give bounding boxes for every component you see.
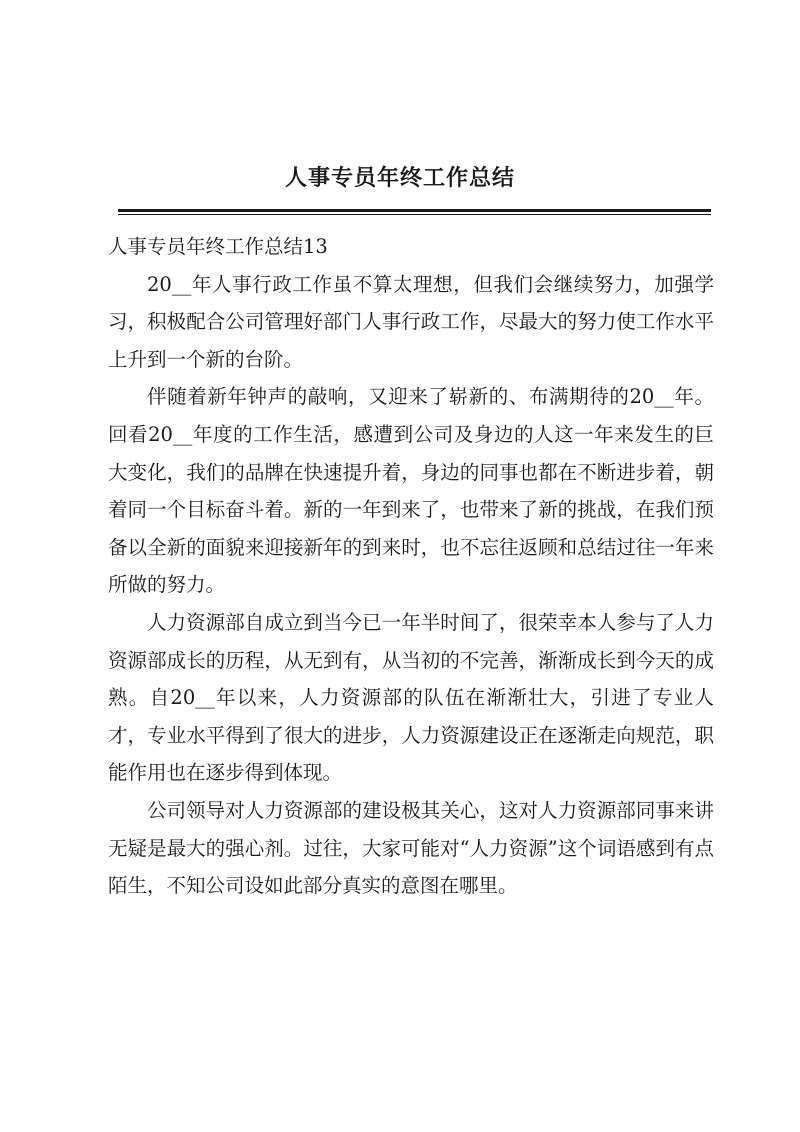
paragraph-4: 公司领导对人力资源部的建设极其关心，这对人力资源部同事来讲无疑是最大的强心剂。过往，大家可能对“人力资源”这个词语感到有点陌生，不知公司设如此部分真实的意图在哪里。 <box>108 798 714 898</box>
section-subtitle: 人事专员年终工作总结13 <box>108 235 328 258</box>
paragraph-2: 伴随着新年钟声的敲响，又迎来了崭新的、布满期待的20__年。回看20__年度的工作生活，感遭到公司及身边的人这一年来发生的巨大变化，我们的品牌在快速提升着，身边的同事也都在不断进步着，朝着同一个目标奋斗着。新的一年到来了，也带来了新的挑战，在我们预备以全新的面貌来迎接新年的到来时，也不忘往返顾和总结过往一年来所做的努力。 <box>108 385 714 597</box>
document-title: 人事专员年终工作总结 <box>284 165 515 191</box>
title-divider-thin <box>118 214 711 215</box>
paragraph-1: 20__年人事行政工作虽不算太理想，但我们会继续努力，加强学习，积极配合公司管理好部门人事行政工作，尽最大的努力使工作水平上升到一个新的台阶。 <box>108 272 714 371</box>
paragraph-3: 人力资源部自成立到当今已一年半时间了，很荣幸本人参与了人力资源部成长的历程，从无到有，从当初的不完善，渐渐成长到今天的成熟。自20__年以来，人力资源部的队伍在渐渐壮大，引进了专业人才，专业水平得到了很大的进步，人力资源建设正在逐渐走向规范，职能作用也在逐步得到体现。 <box>108 610 714 785</box>
title-divider-thick <box>118 209 711 212</box>
document-body <box>108 228 714 905</box>
